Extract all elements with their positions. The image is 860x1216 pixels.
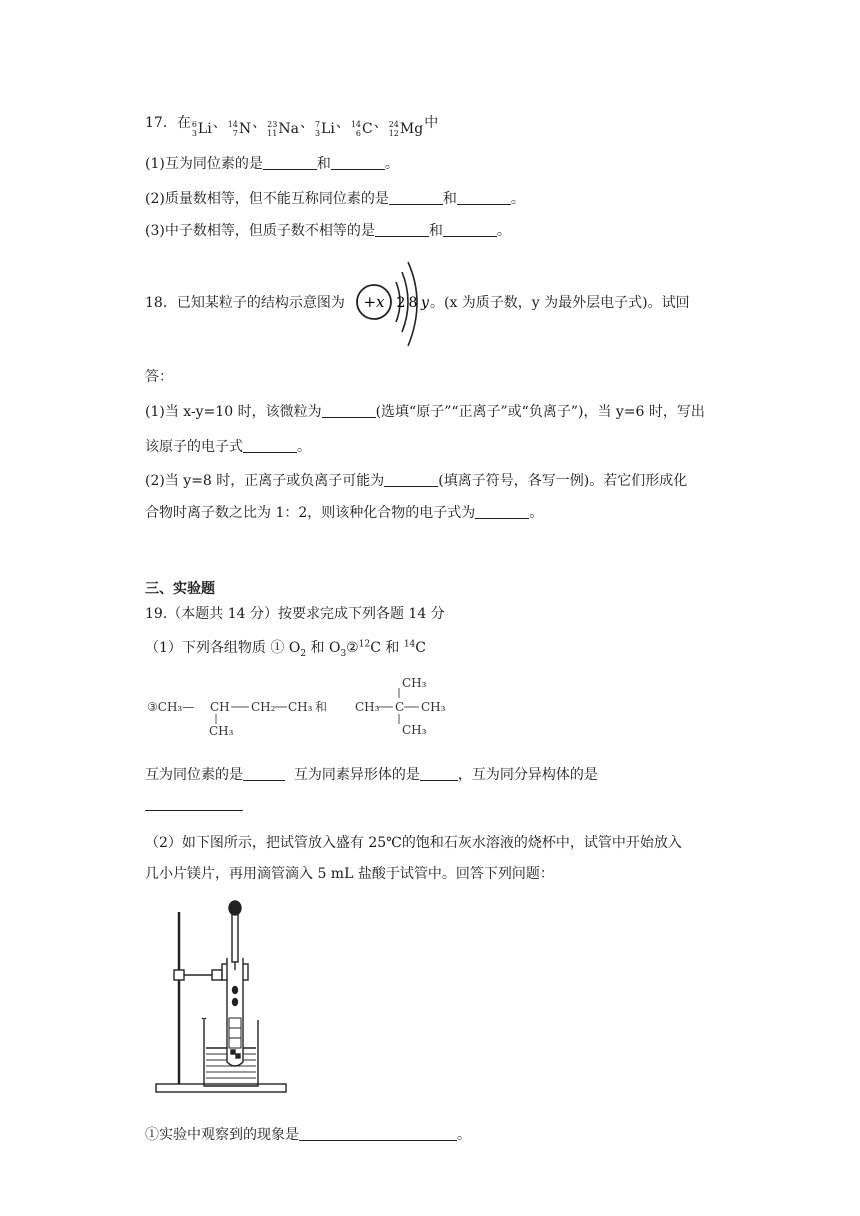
nuclide-symbol (267, 120, 299, 138)
q18-part2-cont (145, 502, 543, 522)
q17-prefix: 17．在 (145, 115, 191, 131)
and-text: 和 (442, 191, 457, 207)
and-text: 和 (428, 223, 443, 239)
separator: 、 (373, 115, 388, 131)
period: 。 (529, 505, 544, 521)
bottom-ch3: CH₃ (402, 723, 427, 737)
q19-sub2: （2）如下图所示，把试管放入盛有 25℃的饱和石灰水溶液的烧杯中，试管中开始放入 (145, 835, 682, 851)
answer-blank[interactable] (420, 766, 458, 781)
shell-count: 2 (396, 295, 406, 311)
ask-isomer: ，互为同分异构体的是 (457, 767, 598, 783)
obs-text: ①实验中观察到的现象是 (145, 1127, 299, 1143)
q18-part1 (145, 401, 705, 421)
subscript: 2 (300, 648, 307, 659)
and-text: 和 (316, 156, 331, 172)
mass-number: 14 (350, 120, 361, 129)
carbon-symbol: C (415, 640, 426, 656)
q17-part1 (145, 153, 399, 173)
atom-ch3: CH₃ (288, 700, 313, 714)
shell-count: y (421, 295, 429, 311)
ask-allotrope: 互为同素异形体的是 (293, 767, 420, 783)
nuclide-symbol (228, 120, 251, 138)
q19-ask (145, 764, 598, 784)
separator: 、 (212, 115, 227, 131)
period: 。 (297, 439, 311, 455)
q19-sub1 (145, 637, 426, 659)
q18-p2c: 合物时离子数之比为 1：2，则该种化合物的电子式为 (145, 505, 476, 521)
item2-label: ② (346, 640, 359, 656)
o3-text: O (328, 640, 341, 656)
element-symbol: Na (278, 121, 299, 137)
q17-part3 (145, 220, 511, 240)
mass-number: 24 (388, 120, 399, 129)
clamp-knob (174, 970, 184, 980)
q17-stem (145, 112, 438, 138)
q17-p3-text: (3)中子数相等，但质子数不相等的是 (145, 223, 375, 239)
answer-blank[interactable] (145, 796, 243, 811)
and-text: 和 (310, 640, 325, 656)
atomic-number: 3 (191, 129, 197, 138)
answer-blank[interactable] (443, 222, 497, 237)
nuclide-symbol (351, 120, 373, 138)
ask-isotope: 互为同位素的是 (145, 767, 243, 783)
separator: 、 (335, 115, 350, 131)
element-symbol: N (238, 121, 252, 137)
q19-ask-cont (145, 796, 243, 813)
nuclide-symbol (192, 120, 212, 138)
dropper (232, 910, 238, 962)
mass-number: 7 (314, 120, 321, 129)
q18-p1a: (1)当 x-y=10 时，该微粒为 (145, 404, 322, 420)
q17-p1-text: (1)互为同位素的是 (145, 156, 263, 172)
atomic-number: 12 (388, 129, 399, 138)
carbon-symbol: C (370, 640, 381, 656)
answer-blank[interactable] (457, 190, 511, 205)
q17-suffix: 中 (424, 115, 439, 131)
q18-p2b: (填离子符号，各写一例)。若它们形成化 (438, 473, 688, 489)
atom-ch3: CH₃ (421, 700, 446, 714)
q19-sub1-label: （1）下列各组物质 (145, 640, 266, 656)
q18-cont (145, 366, 173, 386)
q19-sub2-cont: 几小片镁片，再用滴管滴入 5 mL 盐酸于试管中。回答下列问题： (145, 866, 554, 882)
period: 。 (510, 191, 525, 207)
answer-blank[interactable] (384, 472, 438, 487)
section-heading: 三、实验题 (145, 581, 215, 597)
q18-part2 (145, 470, 687, 490)
mass-number: 6 (191, 120, 197, 129)
atomic-number: 3 (314, 129, 321, 138)
element-symbol: Li (321, 121, 335, 137)
item1-o: ① O (270, 640, 301, 656)
q17-p2-text: (2)质量数相等，但不能互称同位素的是 (145, 191, 389, 207)
q18-lead: 18．已知某粒子的结构示意图为 (145, 295, 345, 311)
nuclide-symbol (315, 120, 335, 138)
answer-blank[interactable] (299, 1126, 457, 1141)
q18-part1-cont (145, 436, 311, 456)
atomic-number: 11 (267, 129, 278, 138)
q18-tail-text: 。(x 为质子数，y 为最外层电子式)。试回 (430, 295, 690, 311)
element-symbol: Li (197, 121, 212, 137)
answer-blank[interactable] (263, 155, 317, 170)
subscript: 3 (340, 648, 347, 659)
answer-blank[interactable] (322, 403, 376, 418)
top-ch3: CH₃ (402, 676, 427, 690)
separator: 、 (252, 115, 267, 131)
q19-head: 19.（本题共 14 分）按要求完成下列各题 14 分 (145, 606, 445, 622)
element-symbol: Mg (399, 121, 424, 137)
and-text: 和 (385, 640, 400, 656)
answer-blank[interactable] (331, 155, 385, 170)
shell-count: 8 (408, 295, 418, 311)
q18-p1b: (选填“原子”“正离子”或“负离子”)，当 y=6 时，写出 (375, 404, 705, 420)
atomic-number: 7 (232, 129, 238, 138)
answer-blank[interactable] (243, 438, 297, 453)
answer-blank[interactable] (389, 190, 443, 205)
q19-observation (145, 1124, 471, 1144)
branch-ch3: CH₃ (209, 724, 234, 738)
answer-blank[interactable] (475, 504, 529, 519)
stand-base (156, 1084, 286, 1092)
mass-number: 23 (267, 120, 278, 129)
structural-formulas (145, 674, 465, 742)
nuclide-symbol (389, 120, 423, 138)
atomic-number: 6 (355, 129, 361, 138)
q18-stem (145, 292, 345, 312)
mass-number: 14 (227, 120, 238, 129)
atom-ch3: CH₃ (355, 700, 380, 714)
atom-structure-diagram (352, 258, 442, 350)
element-symbol: C (362, 121, 373, 137)
q18-p1c: 该原子的电子式 (145, 439, 243, 455)
experiment-apparatus-diagram (152, 898, 292, 1098)
answer-blank[interactable] (243, 766, 285, 781)
nucleus-label: +x (363, 293, 385, 311)
period: 。 (457, 1127, 471, 1143)
dropper-bulb (229, 901, 241, 915)
q18-cont-text: 答： (145, 369, 173, 385)
separator: 、 (299, 115, 314, 131)
atom-c: C (395, 700, 405, 714)
q18-p2a: (2)当 y=8 时，正离子或负离子可能为 (145, 473, 385, 489)
atom-ch2: CH₂ (251, 700, 276, 714)
and-text: 和 (315, 700, 328, 714)
q18-tail (430, 292, 690, 312)
answer-blank[interactable] (375, 222, 429, 237)
item3-prefix: ③CH₃— (147, 700, 195, 714)
period: 。 (384, 156, 399, 172)
period: 。 (496, 223, 511, 239)
q17-part2 (145, 188, 525, 208)
atom-ch: CH (210, 700, 230, 714)
superscript: 14 (403, 639, 416, 650)
superscript: 12 (358, 639, 371, 650)
nuclide-list (191, 115, 424, 138)
